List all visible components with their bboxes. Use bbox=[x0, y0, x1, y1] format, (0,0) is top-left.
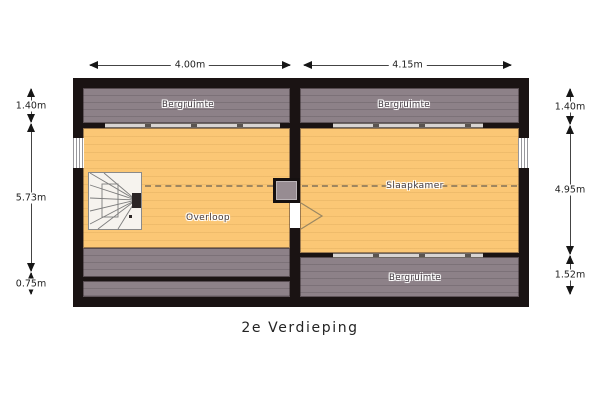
arrow-right-icon bbox=[503, 61, 512, 69]
dimension-left-middle-span bbox=[15, 123, 47, 272]
arrow-up-icon bbox=[27, 123, 35, 132]
room-label-storage-top-left: Bergruimte bbox=[162, 100, 214, 110]
arrow-up-icon bbox=[566, 88, 574, 97]
window-icon-right bbox=[518, 138, 529, 168]
dimension-right-top-span bbox=[554, 88, 586, 125]
dimension-right-middle-span bbox=[554, 125, 586, 255]
arrow-down-icon bbox=[27, 114, 35, 123]
arrow-left-icon bbox=[89, 61, 98, 69]
room-label-storage-bottom-right: Bergruimte bbox=[389, 273, 441, 283]
dimension-top-left-span bbox=[89, 58, 291, 72]
arrow-up-icon bbox=[27, 88, 35, 97]
arrow-up-icon bbox=[566, 125, 574, 134]
arrow-down-icon bbox=[27, 263, 35, 272]
ceiling-dashed-line-left bbox=[145, 185, 273, 187]
dimension-top-right-span bbox=[303, 58, 512, 72]
dimension-label: 1.52m bbox=[551, 270, 589, 281]
door-opening bbox=[290, 203, 300, 228]
arrow-down-icon bbox=[566, 246, 574, 255]
arrow-right-icon bbox=[282, 61, 291, 69]
stairs-icon bbox=[88, 172, 142, 230]
partition-opening-top-left bbox=[105, 123, 280, 128]
floorplan bbox=[73, 78, 529, 307]
room-eaves-left bbox=[83, 248, 290, 277]
dimension-label: 1.40m bbox=[12, 100, 50, 111]
arrow-left-icon bbox=[303, 61, 312, 69]
arrow-down-icon bbox=[566, 286, 574, 295]
arrow-up-icon bbox=[566, 255, 574, 264]
window-icon-left bbox=[73, 138, 84, 168]
floor-title: 2e Verdieping bbox=[241, 320, 359, 336]
room-eaves-left-lower bbox=[83, 281, 290, 297]
dimension-label: 4.15m bbox=[388, 60, 426, 71]
room-label-overloop: Overloop bbox=[185, 213, 231, 223]
dimension-left-top-span bbox=[15, 88, 47, 123]
flue-icon bbox=[273, 178, 300, 203]
partition-opening-bottom-right bbox=[333, 253, 483, 258]
dimension-label: 1.40m bbox=[551, 101, 589, 112]
room-label-storage-top-right: Bergruimte bbox=[378, 100, 430, 110]
door-swing-icon bbox=[300, 201, 326, 231]
arrow-down-icon bbox=[566, 116, 574, 125]
dimension-label: 5.73m bbox=[12, 192, 50, 203]
partition-opening-top-right bbox=[333, 123, 483, 128]
dimension-left-bottom-span bbox=[15, 272, 47, 295]
dimension-label: 4.95m bbox=[551, 185, 589, 196]
room-label-slaapkamer: Slaapkamer bbox=[386, 181, 444, 191]
dimension-right-bottom-span bbox=[554, 255, 586, 295]
dimension-label: 4.00m bbox=[171, 60, 209, 71]
dimension-label: 0.75m bbox=[12, 278, 50, 289]
